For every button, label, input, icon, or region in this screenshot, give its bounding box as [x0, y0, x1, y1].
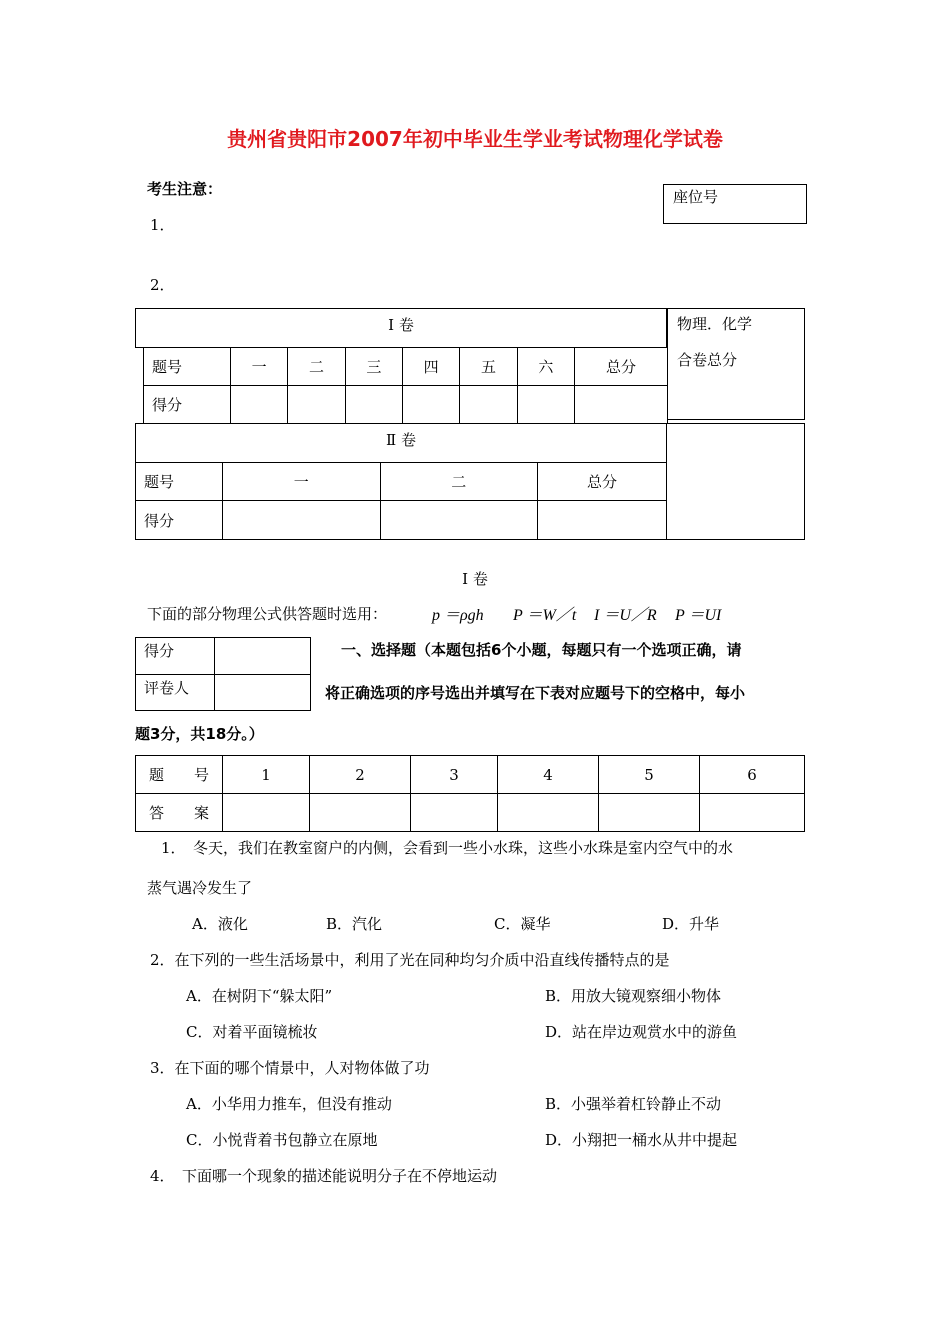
question-1-option-a[interactable]: A．液化 [192, 915, 248, 933]
question-1-option-d[interactable]: D．升华 [662, 915, 720, 933]
question-2-option-a[interactable]: A．在树阴下“躲太阳” [186, 987, 333, 1005]
answer-cell[interactable] [411, 794, 498, 832]
seat-number-box[interactable] [663, 184, 807, 224]
score-table-1 [143, 347, 668, 424]
score-table-2-number-label: 题号 [136, 463, 223, 501]
answer-table-col: 5 [599, 756, 700, 794]
score-cell[interactable] [575, 386, 668, 424]
answer-table-answer-label: 答 案 [136, 794, 223, 832]
combined-total-box[interactable] [667, 308, 805, 420]
answer-table-col: 1 [223, 756, 310, 794]
section-heading: Ⅰ 卷 [462, 570, 488, 588]
question-2-stem: 2．在下列的一些生活场景中，利用了光在同种均匀介质中沿直线传播特点的是 [150, 951, 670, 969]
question-1-stem-line1: 1． 冬天，我们在教室窗户的内侧，会看到一些小水珠，这些小水珠是室内空气中的水 [161, 839, 734, 857]
score-table-1-col: 六 [517, 348, 574, 386]
answer-table-col: 3 [411, 756, 498, 794]
formula-current: I ＝U／R [594, 607, 657, 624]
question-1-option-c[interactable]: C．凝华 [494, 915, 551, 933]
question-2-option-c[interactable]: C．对着平面镜梳妆 [186, 1023, 318, 1041]
score-cell[interactable] [538, 501, 667, 540]
answer-cell[interactable] [498, 794, 599, 832]
score-cell[interactable] [460, 386, 517, 424]
answer-cell[interactable] [599, 794, 700, 832]
part1-heading-line3: 题3分，共18分。） [135, 725, 264, 743]
grader-name-cell[interactable] [215, 675, 311, 711]
score-table-1-col: 三 [345, 348, 402, 386]
notice-heading: 考生注意： [147, 180, 223, 198]
score-table-1-col: 一 [231, 348, 288, 386]
score-table-1-caption-box [135, 308, 667, 348]
question-3-option-d[interactable]: D．小翔把一桶水从井中提起 [545, 1131, 738, 1149]
score-table-2-caption: Ⅱ 卷 [386, 431, 416, 449]
score-cell[interactable] [231, 386, 288, 424]
formula-electric-power: P ＝UI [675, 607, 722, 624]
question-3-option-a[interactable]: A．小华用力推车，但没有推动 [186, 1095, 392, 1113]
grader-box [135, 637, 311, 711]
grader-score-label: 得分 [136, 638, 215, 675]
answer-cell[interactable] [310, 794, 411, 832]
answer-cell[interactable] [700, 794, 805, 832]
score-cell[interactable] [402, 386, 459, 424]
exam-title: 贵州省贵阳市2007年初中毕业生学业考试物理化学试卷 [227, 127, 723, 151]
score-cell[interactable] [380, 501, 538, 540]
score-table-1-col: 四 [402, 348, 459, 386]
score-cell[interactable] [223, 501, 381, 540]
score-table-1-score-label: 得分 [144, 386, 231, 424]
answer-cell[interactable] [223, 794, 310, 832]
score-table-2-col-total: 总分 [538, 463, 667, 501]
answer-table [135, 755, 805, 832]
question-4-stem: 4． 下面哪一个现象的描述能说明分子在不停地运动 [150, 1167, 498, 1185]
score-table-1-col-total: 总分 [575, 348, 668, 386]
seat-number-label: 座位号 [673, 188, 719, 206]
score-table-1-col: 二 [288, 348, 345, 386]
score-table-2-col: 一 [223, 463, 381, 501]
score-cell[interactable] [345, 386, 402, 424]
notice-item-1: 1． [150, 216, 175, 234]
score-table-2 [135, 462, 667, 540]
part1-heading-line2: 将正确选项的序号选出并填写在下表对应题号下的空格中，每小 [325, 684, 746, 702]
question-1-option-b[interactable]: B．汽化 [326, 915, 383, 933]
grader-name-label: 评卷人 [136, 675, 215, 711]
score-table-1-col: 五 [460, 348, 517, 386]
question-1-stem-line2: 蒸气遇冷发生了 [147, 879, 253, 897]
question-2-option-b[interactable]: B．用放大镜观察细小物体 [545, 987, 722, 1005]
score-table-2-col: 二 [380, 463, 538, 501]
formula-pressure: p ＝ρgh [432, 607, 484, 624]
formula-intro: 下面的部分物理公式供答题时选用： [147, 605, 388, 623]
score-cell[interactable] [288, 386, 345, 424]
question-3-option-b[interactable]: B．小强举着杠铃静止不动 [545, 1095, 722, 1113]
score-table-1-number-label: 题号 [144, 348, 231, 386]
score-table-1-caption: Ⅰ 卷 [388, 316, 414, 334]
score-cell[interactable] [517, 386, 574, 424]
answer-table-col: 6 [700, 756, 805, 794]
answer-table-col: 4 [498, 756, 599, 794]
score-table-2-caption-box [135, 423, 667, 463]
answer-table-number-label: 题 号 [136, 756, 223, 794]
formula-power: P ＝W／t [513, 607, 577, 624]
question-3-stem: 3．在下面的哪个情景中，人对物体做了功 [150, 1059, 430, 1077]
grader-score-cell[interactable] [215, 638, 311, 675]
score-table-2-score-label: 得分 [136, 501, 223, 540]
question-3-option-c[interactable]: C．小悦背着书包静立在原地 [186, 1131, 378, 1149]
answer-table-col: 2 [310, 756, 411, 794]
question-2-option-d[interactable]: D．站在岸边观赏水中的游鱼 [545, 1023, 738, 1041]
combined-total-line2: 合卷总分 [677, 351, 738, 369]
notice-item-2: 2． [150, 276, 175, 294]
part1-heading-line1: 一、选择题（本题包括6个小题，每题只有一个选项正确，请 [341, 641, 742, 659]
combined-total-line1: 物理．化学 [677, 315, 753, 333]
